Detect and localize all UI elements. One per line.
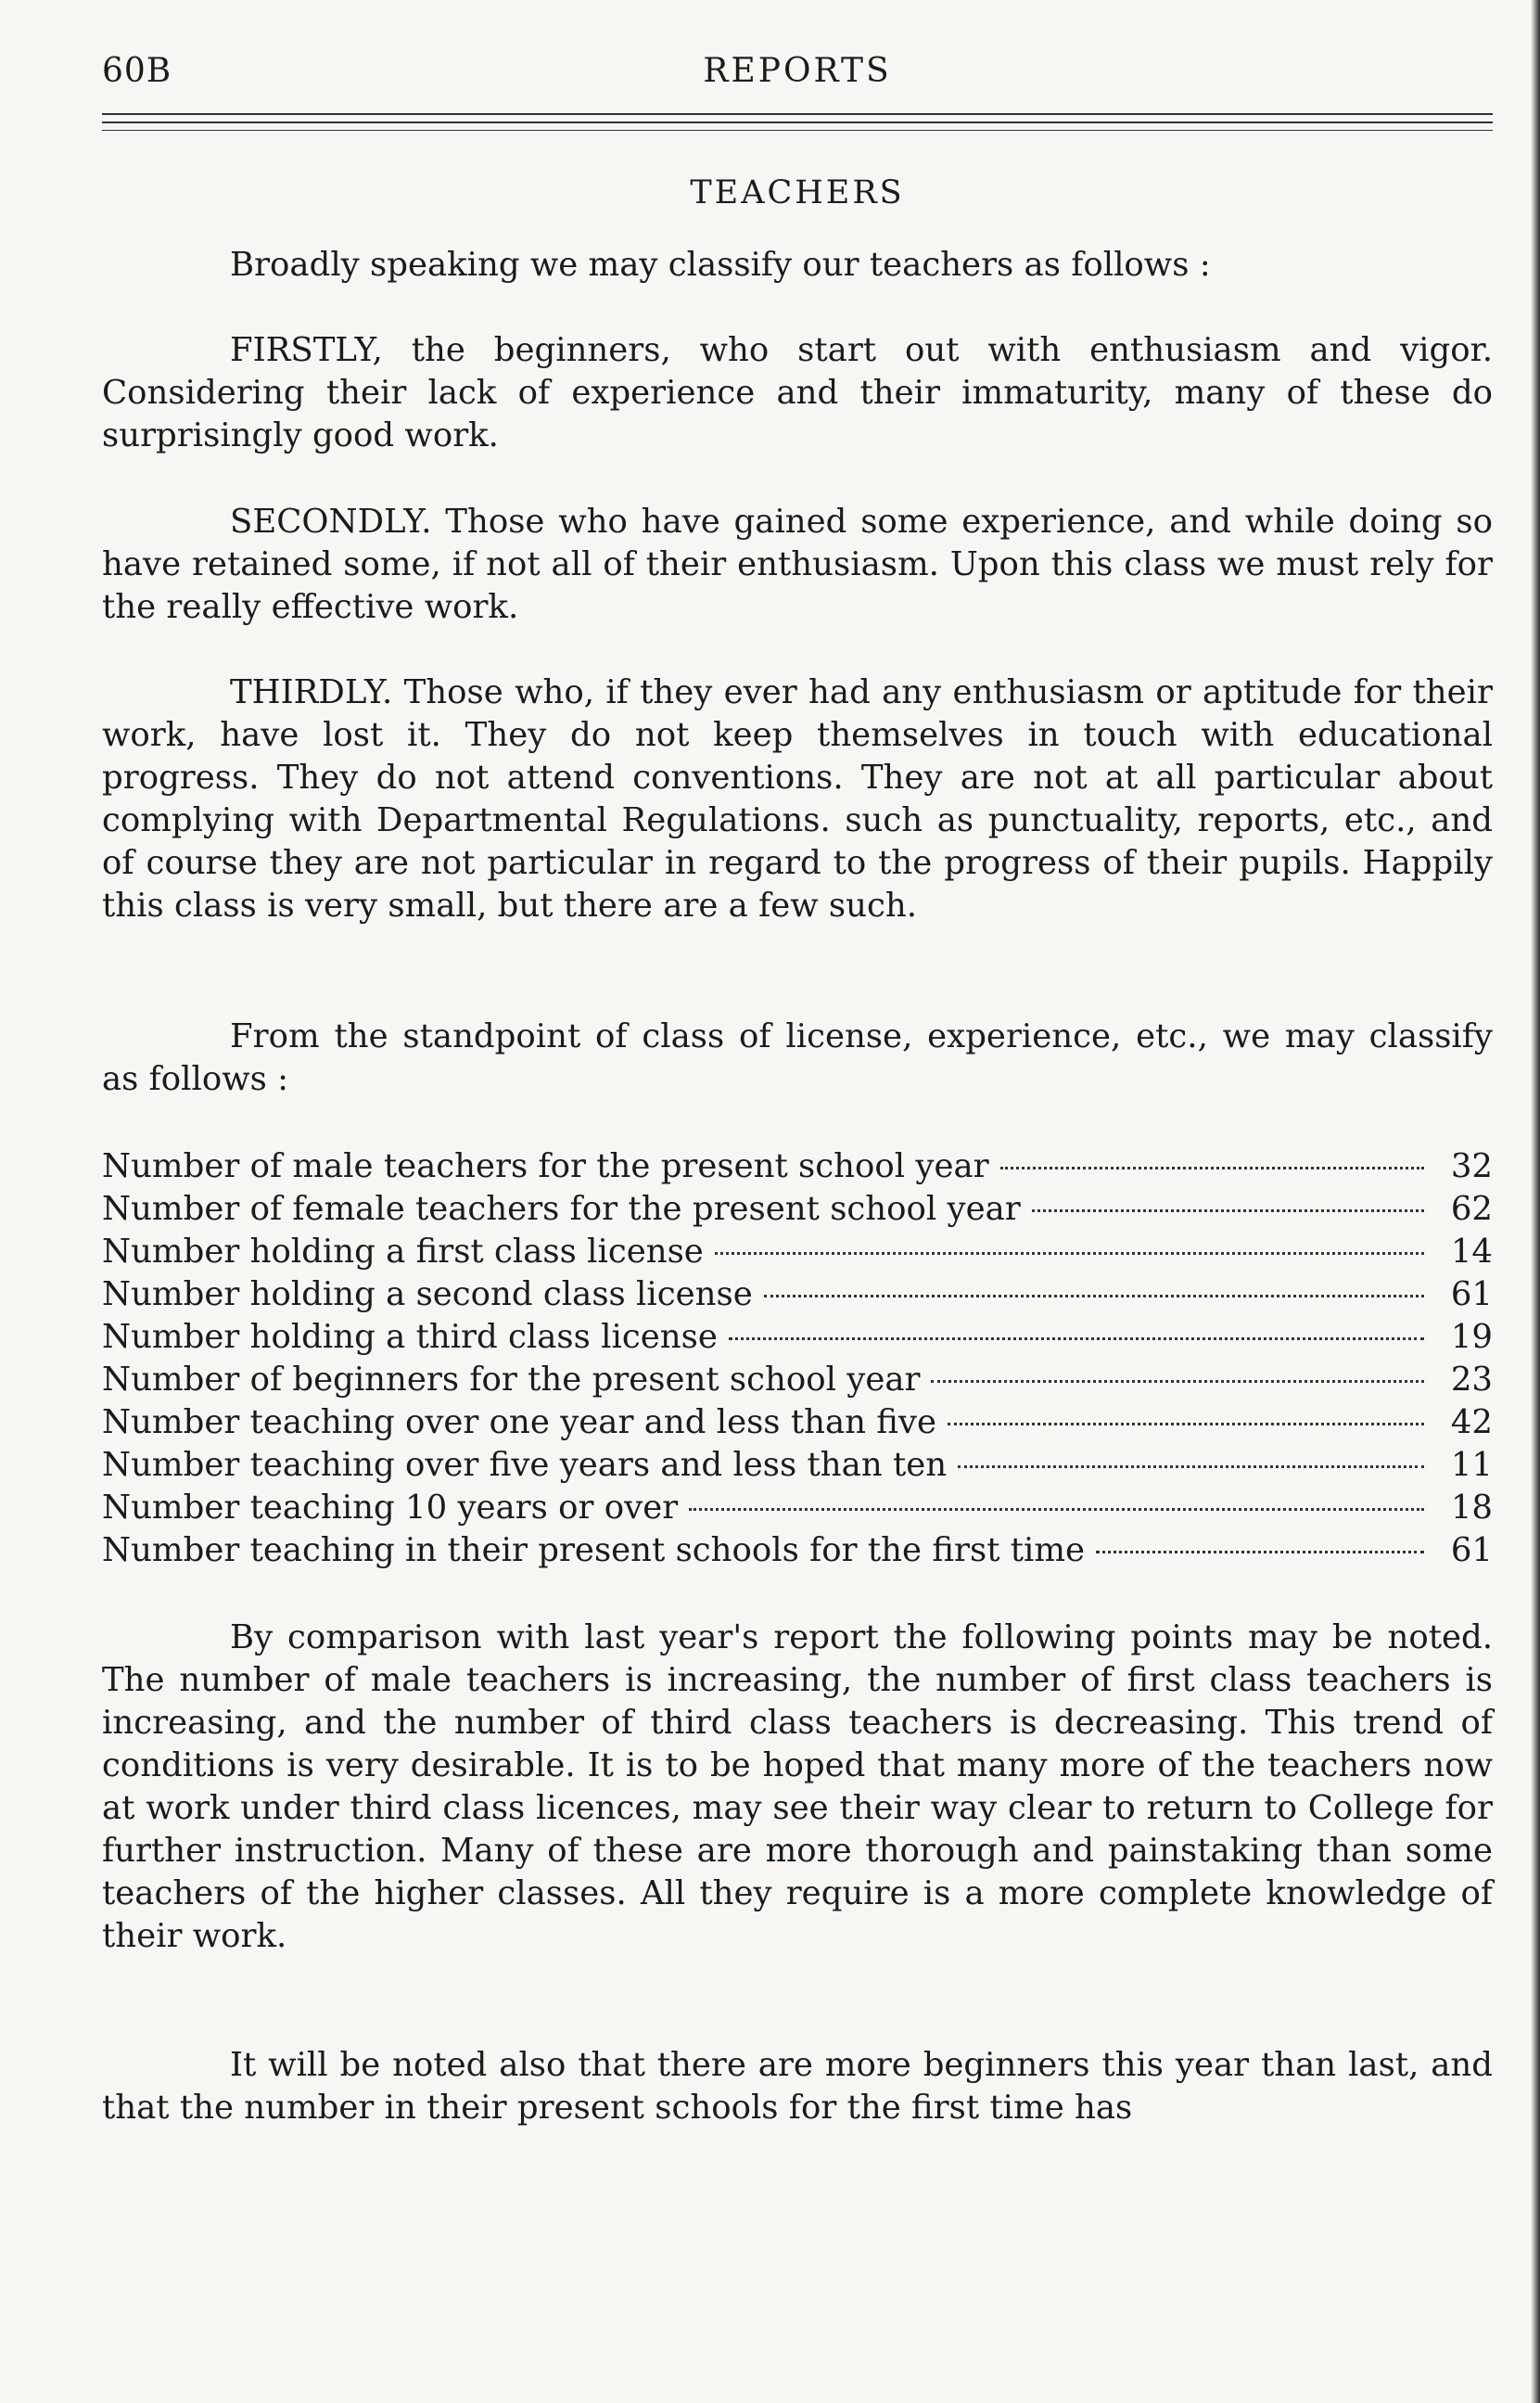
stat-value: 32 — [1450, 1147, 1493, 1185]
paragraph-comparison: By comparison with last year's report the following points may be noted. The number of male teachers is increasing, the number of first class teachers is increasing, and the number of third class teachers is decreasing. This trend of conditions is very desirable. It is to be hoped that many more of the teachers now at work under third class licences, may see their way clear to return to College for further instruction. Many of these are more thorough and painstaking than some teachers of the higher classes. All they require is a more complete knowledge of their work. — [102, 1618, 1493, 1955]
stat-row — [102, 1188, 1493, 1231]
stat-label: Number teaching in their present schools for the first time — [102, 1531, 1086, 1569]
page-header — [102, 46, 1493, 93]
stat-value: 23 — [1450, 1361, 1493, 1399]
stat-row — [102, 1487, 1493, 1529]
stat-row — [102, 1401, 1493, 1444]
stat-row — [102, 1145, 1493, 1188]
paragraph-secondly: SECONDLY. Those who have gained some experience, and while doing so have retained some, if not all of their enthusiasm. Upon this class we must rely for the really effective work. — [102, 503, 1493, 626]
stat-label: Number of beginners for the present school year — [102, 1361, 921, 1399]
running-head: REPORTS — [703, 52, 892, 90]
stat-row — [102, 1273, 1493, 1316]
header-rule — [102, 130, 1493, 131]
paragraph-firstly: FIRSTLY, the beginners, who start out with enthusiasm and vigor. Considering their lack of experience and their immaturity, many of these do surprisingly good work. — [102, 331, 1493, 454]
paragraph-classification: From the standpoint of class of license, experience, etc., we may classify as follows : — [102, 1017, 1493, 1098]
section-title: TEACHERS — [690, 174, 905, 211]
dot-leader — [948, 1423, 1424, 1425]
stat-value: 14 — [1450, 1233, 1493, 1271]
header-rule — [102, 113, 1493, 115]
stat-label: Number holding a third class license — [102, 1318, 718, 1356]
header-rule — [102, 121, 1493, 123]
page-number: 60B — [102, 52, 172, 90]
stat-label: Number teaching 10 years or over — [102, 1489, 679, 1527]
dot-leader — [1000, 1167, 1424, 1170]
dot-leader — [689, 1508, 1424, 1511]
page-edge-shadow — [1531, 0, 1540, 2403]
dot-leader — [1032, 1209, 1424, 1212]
stat-label: Number of male teachers for the present school year — [102, 1147, 989, 1185]
stat-row — [102, 1529, 1493, 1572]
stat-label: Number holding a first class license — [102, 1233, 704, 1271]
teacher-statistics-list — [102, 1145, 1493, 1572]
dot-leader — [764, 1295, 1424, 1297]
dot-leader — [958, 1465, 1424, 1468]
stat-row — [102, 1359, 1493, 1401]
stat-row — [102, 1444, 1493, 1487]
stat-row — [102, 1231, 1493, 1273]
dot-leader — [1096, 1551, 1424, 1553]
stat-value: 19 — [1450, 1318, 1493, 1356]
stat-value: 62 — [1450, 1190, 1493, 1228]
stat-value: 61 — [1450, 1275, 1493, 1313]
paragraph-thirdly: THIRDLY. Those who, if they ever had any enthusiasm or aptitude for their work, have lost it. They do not keep themselves in touch with educational progress. They do not attend conventions. They are not at all particular about complying with Departmental Regulations. such as punctuality, reports, etc., and of course they are not particular in regard to the progress of their pupils. Happily this class is very small, but there are a few such. — [102, 673, 1493, 925]
stat-value: 11 — [1450, 1446, 1493, 1484]
dot-leader — [715, 1252, 1424, 1255]
stat-label: Number of female teachers for the present school year — [102, 1190, 1021, 1228]
stat-value: 18 — [1450, 1489, 1493, 1527]
stat-value: 61 — [1450, 1531, 1493, 1569]
dot-leader — [931, 1380, 1424, 1383]
stat-label: Number holding a second class license — [102, 1275, 753, 1313]
paragraph-beginners-note: It will be noted also that there are more beginners this year than last, and that the number in their present schools for the first time has — [102, 2046, 1493, 2127]
paragraph-intro: Broadly speaking we may classify our teachers as follows : — [230, 246, 1211, 284]
stat-row — [102, 1316, 1493, 1359]
stat-label: Number teaching over one year and less than five — [102, 1403, 936, 1441]
stat-value: 42 — [1450, 1403, 1493, 1441]
dot-leader — [729, 1337, 1424, 1340]
stat-label: Number teaching over five years and less than ten — [102, 1446, 948, 1484]
